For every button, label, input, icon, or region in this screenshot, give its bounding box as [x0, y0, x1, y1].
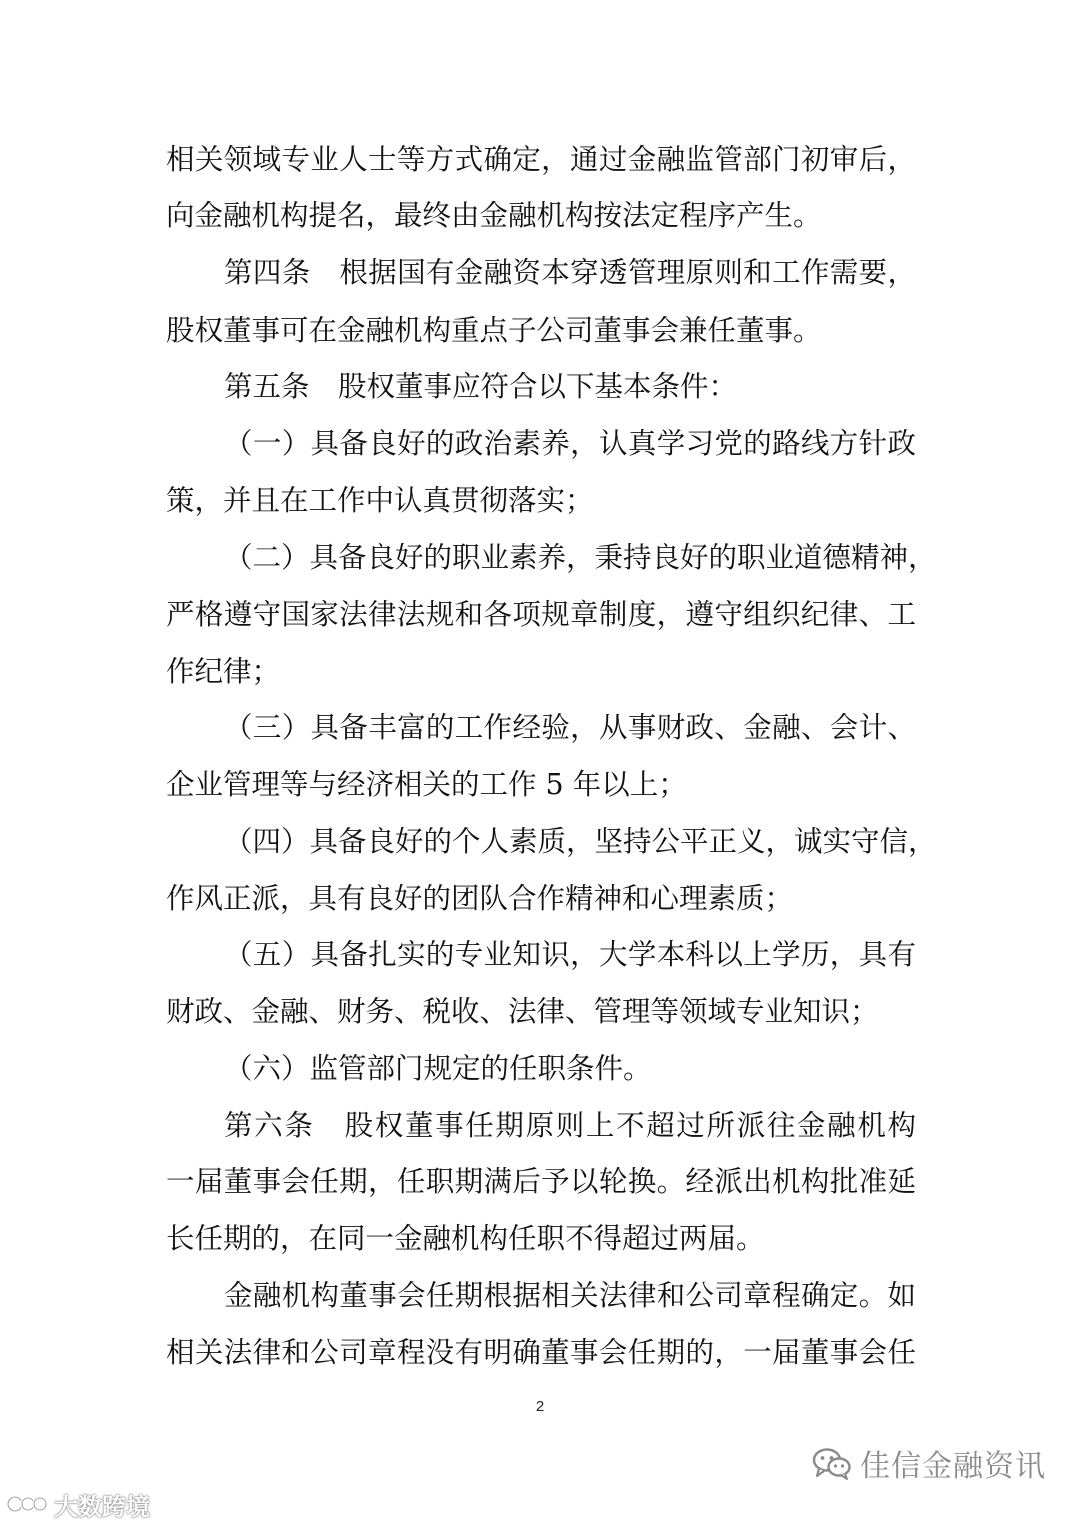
text-line: 金融机构董事会任期根据相关法律和公司章程确定。如	[224, 1279, 916, 1312]
text-line: 策，并且在工作中认真贯彻落实；	[166, 484, 594, 517]
watermark-wechat	[812, 1441, 1046, 1485]
text-line: 财政、金融、财务、税收、法律、管理等领域专业知识；	[166, 995, 879, 1028]
page-number: 2	[535, 1398, 545, 1415]
text-line: 企业管理等与经济相关的工作 5 年以上；	[166, 768, 687, 801]
text-line: 作纪律；	[166, 655, 281, 688]
list-item-line: （三）具备丰富的工作经验，从事财政、金融、会计、	[224, 711, 916, 744]
article-heading-line: 第五条 股权董事应符合以下基本条件：	[224, 370, 738, 403]
text-line: 相关法律和公司章程没有明确董事会任期的，一届董事会任	[166, 1336, 916, 1369]
watermark-left-text: 大数跨境	[54, 1492, 150, 1521]
list-item-line: （五）具备扎实的专业知识，大学本科以上学历，具有	[224, 938, 916, 971]
text-line: 股权董事可在金融机构重点子公司董事会兼任董事。	[166, 314, 822, 347]
text-line: 长任期的，在同一金融机构任职不得超过两届。	[166, 1222, 765, 1255]
watermark-logo	[6, 1487, 150, 1521]
article-heading-line: 第六条 股权董事任期原则上不超过所派往金融机构	[224, 1109, 916, 1142]
wechat-icon	[812, 1446, 852, 1480]
watermark-right-text: 佳信金融资讯	[860, 1449, 1046, 1484]
list-item-line: （二）具备良好的职业素养，秉持良好的职业道德精神，	[224, 541, 937, 574]
text-line: 一届董事会任期，任职期满后予以轮换。经派出机构批准延	[166, 1165, 916, 1198]
logo-icon	[6, 1491, 50, 1517]
text-line: 向金融机构提名，最终由金融机构按法定程序产生。	[166, 199, 822, 232]
text-line: 严格遵守国家法律法规和各项规章制度，遵守组织纪律、工	[166, 598, 916, 631]
list-item-line: （六）监管部门规定的任职条件。	[224, 1052, 652, 1085]
list-item-line: （四）具备良好的个人素质，坚持公平正义，诚实守信，	[224, 825, 937, 858]
text-line: 相关领域专业人士等方式确定，通过金融监管部门初审后，	[166, 143, 916, 176]
article-heading-line: 第四条 根据国有金融资本穿透管理原则和工作需要，	[224, 256, 916, 289]
list-item-line: （一）具备良好的政治素养，认真学习党的路线方针政	[224, 427, 916, 460]
text-line: 作风正派，具有良好的团队合作精神和心理素质；	[166, 882, 794, 915]
